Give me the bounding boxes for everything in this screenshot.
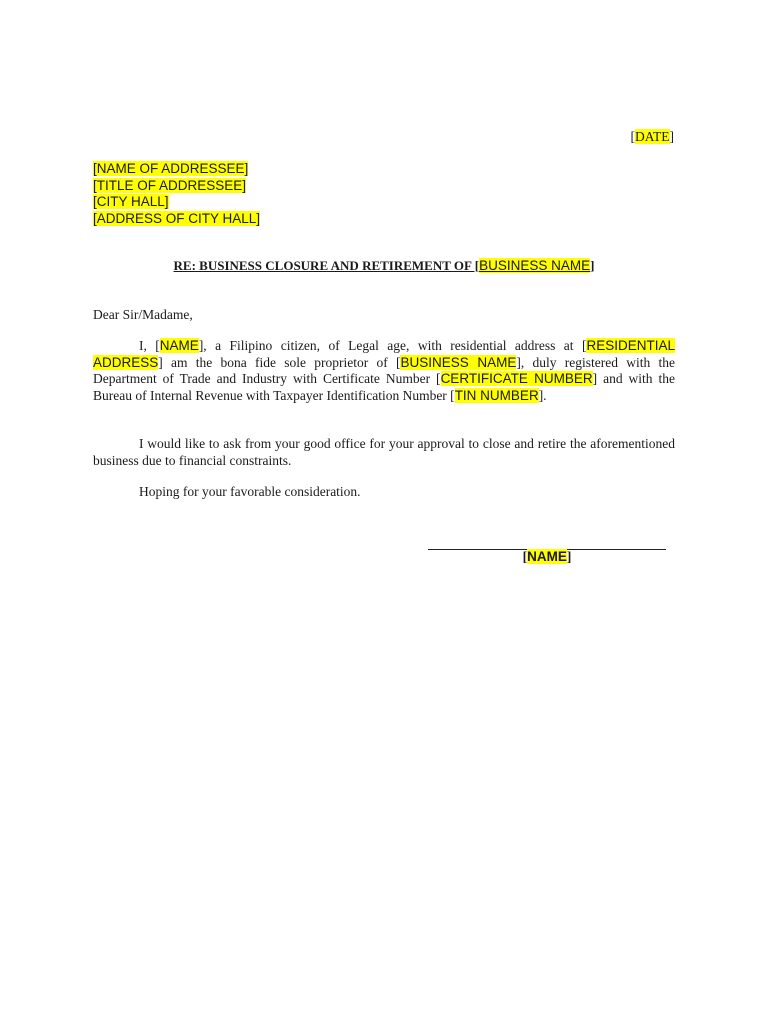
date-placeholder [631,128,675,146]
p1-text-3: ] am the bona fide sole proprietor of [ [158,354,401,370]
date-open-bracket: [ [630,129,635,144]
sig-close-bracket: ] [566,549,572,564]
p1-text-2: ], a Filipino citizen, of Legal age, with residential address at [ [198,338,587,353]
addressee-block [93,161,260,227]
p1-name-field: NAME [159,338,199,353]
sig-name-field: NAME [527,549,567,564]
p1-tin-field: TIN NUMBER [454,387,539,403]
signature-name [428,548,666,565]
p1-text-5: ] and with the Bureau of Internal Revenue with Taxpayer Identification Number [ [93,371,676,403]
salutation: Dear Sir/Madame, [93,307,193,322]
p1-text-1: I, [ [139,338,160,353]
p1-text-4: ], duly registered with the Department of Trade and Industry with Certificate Number [ [93,354,675,386]
subject-business-name: BUSINESS NAME [479,258,591,273]
sig-open-bracket: [ [522,549,528,564]
date-field: DATE [635,129,670,144]
addressee-address: [ADDRESS OF CITY HALL] [93,210,261,226]
body-paragraph-3: Hoping for your favorable consideration. [139,484,361,499]
date-close-bracket: ] [669,129,674,144]
subject-prefix: RE: BUSINESS CLOSURE AND RETIREMENT OF [ [173,258,480,273]
subject-suffix: ] [590,258,595,273]
addressee-title: [TITLE OF ADDRESSEE] [93,177,247,193]
p1-text-6: ]. [538,387,547,403]
p1-address-field: RESIDENTIAL ADDRESS [93,338,675,370]
body-paragraph-2: I would like to ask from your good office for your approval to close and retire the aforementioned business due to financial constraints. [93,436,675,468]
subject-line [93,257,675,275]
p1-business-field: BUSINESS NAME [400,354,517,370]
addressee-name: [NAME OF ADDRESSEE] [93,161,249,176]
p1-certificate-field: CERTIFICATE NUMBER [440,371,593,386]
addressee-office: [CITY HALL] [93,194,169,209]
body-paragraph-1 [93,338,675,404]
